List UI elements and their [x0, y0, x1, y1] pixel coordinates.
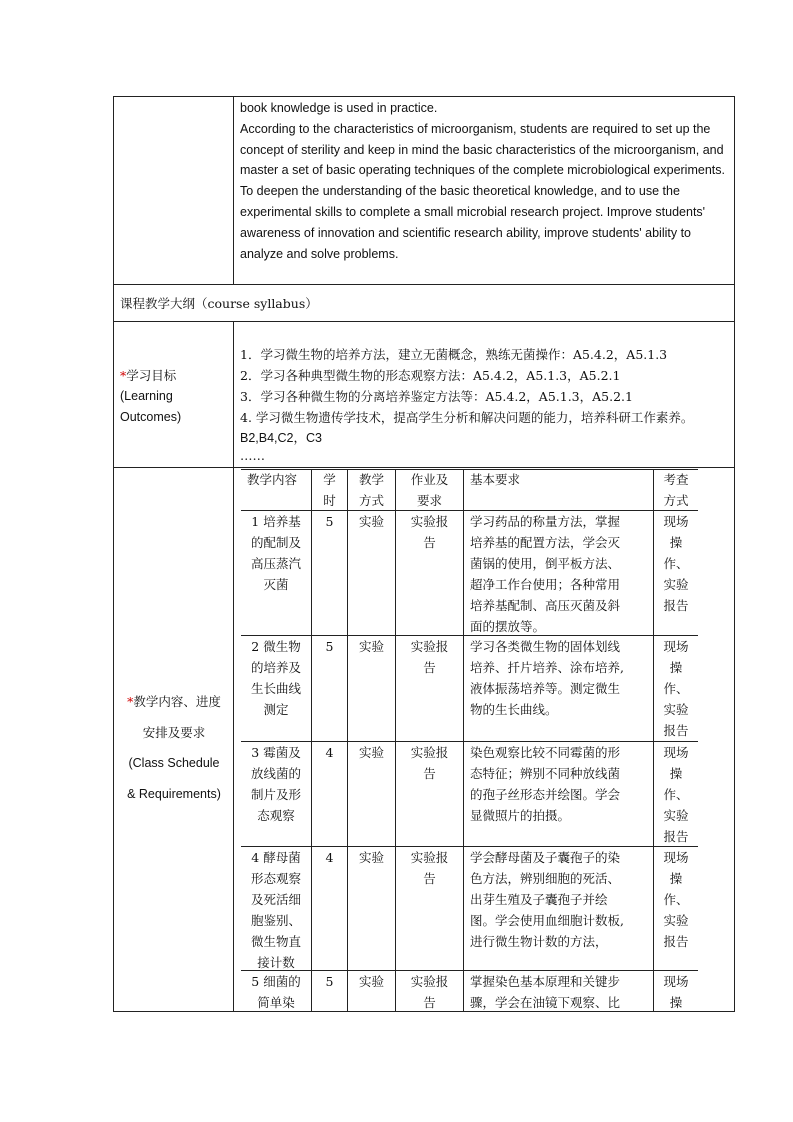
row-1-hours: 5 [325, 514, 334, 529]
outer-divider [233, 96, 234, 1012]
req-line: 培养、扦片培养、涂布培养, [470, 660, 624, 675]
content-line: 4 酵母菌 [251, 850, 301, 865]
intro-paragraph-3: To deepen the understanding of the basic theoretical knowledge, and to use the experimental skills to complete a small microbial research project. Improve students' awareness of innovation and scientific research ability, improve students' ability to analyze and solve problems. [240, 184, 706, 261]
row-3-requirements [470, 742, 652, 826]
exam-line: 操 [669, 871, 683, 886]
header-requirements: 基本要求 [470, 472, 521, 487]
exam-line: 作、 [663, 892, 689, 907]
schedule-label-en-2: & Requirements) [127, 787, 221, 801]
header-method-1: 教学 [358, 472, 384, 487]
row-3-content [241, 742, 311, 826]
row-4-exam [654, 847, 698, 952]
header-hours [312, 469, 347, 511]
content-line: 简单染 [257, 995, 295, 1010]
row-1-requirements [470, 511, 652, 637]
homework-line: 告 [423, 535, 436, 550]
header-exam-2: 方式 [663, 493, 689, 508]
row-2-requirements [470, 636, 652, 720]
row-divider [113, 321, 735, 322]
lo-item: 1．学习微生物的培养方法，建立无菌概念，熟练无菌操作：A5.4.2，A5.1.3 [240, 347, 668, 362]
row-5-requirements [470, 971, 652, 1013]
exam-line: 现场 [663, 974, 689, 989]
lo-item: 3．学习各种微生物的分离培养鉴定方法等：A5.4.2，A5.1.3，A5.2.1 [240, 389, 633, 404]
row-4-method: 实验 [358, 850, 384, 865]
lo-item: 4. 学习微生物遗传学技术，提高学生分析和解决问题的能力，培养科研工作素养。 [240, 410, 694, 425]
row-1-exam [654, 511, 698, 616]
content-line: 制片及形 [250, 787, 301, 802]
row-3-hours: 4 [325, 745, 334, 760]
row-2-homework [396, 636, 463, 678]
header-method [348, 469, 395, 511]
content-line: 测定 [263, 702, 289, 717]
homework-line: 告 [423, 871, 436, 886]
req-line: 学习药品的称量方法，掌握 [470, 514, 621, 529]
content-line: 灭菌 [263, 577, 289, 592]
header-content: 教学内容 [247, 472, 298, 487]
req-line: 出芽生殖及子囊孢子并绘 [470, 892, 608, 907]
lo-item: …… [240, 448, 265, 463]
req-line: 培养基配制、高压灭菌及斜 [470, 598, 621, 613]
header-homework-2: 要求 [416, 493, 442, 508]
lo-label-en-1: (Learning [120, 389, 173, 403]
row-2-exam [654, 636, 698, 741]
row-divider [113, 467, 735, 468]
content-line: 形态观察 [250, 871, 301, 886]
row-4-content [241, 847, 311, 973]
req-line: 态特征；辨别不同种放线菌 [470, 766, 621, 781]
req-line: 面的摆放等。 [470, 619, 546, 634]
exam-line: 作、 [663, 556, 689, 571]
content-line: 1 培养基 [251, 514, 301, 529]
intro-text [240, 98, 732, 264]
row-1-homework [396, 511, 463, 553]
req-line: 菌锅的使用，倒平板方法、 [470, 556, 621, 571]
row-5-hours: 5 [325, 974, 334, 989]
exam-line: 操 [669, 660, 683, 675]
homework-line: 实验报 [410, 974, 449, 989]
content-line: 3 霉菌及 [251, 745, 301, 760]
homework-line: 实验报 [410, 514, 449, 529]
row-4-requirements [470, 847, 652, 952]
content-line: 微生物直 [250, 934, 301, 949]
schedule-label-en-1: (Class Schedule [128, 756, 220, 770]
schedule-label-cn-1: 教学内容、进度 [133, 694, 221, 709]
content-line: 5 细菌的 [251, 974, 301, 989]
req-line: 掌握染色基本原理和关键步 [470, 974, 621, 989]
row-4-hours: 4 [325, 850, 334, 865]
exam-line: 实验 [663, 808, 689, 823]
req-line: 液体振荡培养等。测定微生 [470, 681, 621, 696]
req-line: 进行微生物计数的方法， [470, 934, 608, 949]
content-line: 态观察 [257, 808, 295, 823]
lo-label-en-2: Outcomes) [120, 410, 182, 424]
row-4-homework [396, 847, 463, 889]
intro-line-1: book knowledge is used in practice. [240, 101, 438, 115]
content-line: 胞鉴别、 [250, 913, 301, 928]
row-5-homework [396, 971, 463, 1013]
header-hours-2: 时 [323, 493, 336, 508]
homework-line: 实验报 [410, 639, 449, 654]
content-line: 接计数 [257, 955, 295, 970]
exam-line: 现场 [663, 514, 689, 529]
exam-line: 报告 [663, 829, 689, 844]
homework-line: 告 [423, 995, 436, 1010]
row-5-content [241, 971, 311, 1013]
row-2-hours: 5 [325, 639, 334, 654]
req-line: 学习各类微生物的固体划线 [470, 639, 621, 654]
row-3-homework [396, 742, 463, 784]
exam-line: 报告 [663, 934, 689, 949]
content-line: 及死活细 [250, 892, 301, 907]
req-line: 学会酵母菌及子囊孢子的染 [470, 850, 621, 865]
homework-line: 告 [423, 660, 436, 675]
exam-line: 实验 [663, 702, 689, 717]
content-line: 的配制及 [250, 535, 301, 550]
lo-label-cn: 学习目标 [126, 368, 177, 383]
content-line: 的培养及 [250, 660, 301, 675]
exam-line: 操 [669, 535, 683, 550]
header-hours-1: 学 [323, 472, 336, 487]
schedule-label [115, 686, 233, 810]
req-line: 物的生长曲线。 [470, 702, 558, 717]
required-star: * [127, 694, 134, 709]
content-line: 高压蒸汽 [250, 556, 301, 571]
row-3-exam [654, 742, 698, 847]
schedule-label-cn-2: 安排及要求 [142, 725, 206, 740]
content-line: 2 微生物 [251, 639, 301, 654]
req-line: 色方法，辨别细胞的死活、 [470, 871, 621, 886]
lo-item: B2,B4,C2，C3 [240, 431, 322, 445]
req-line: 的孢子丝形态并绘图。学会 [470, 787, 621, 802]
exam-line: 报告 [663, 723, 689, 738]
homework-line: 实验报 [410, 850, 449, 865]
req-line: 超净工作台使用；各种常用 [470, 577, 621, 592]
intro-paragraph-2: According to the characteristics of microorganism, students are required to set up the concept of sterility and keep in mind the basic characteristics of the microorganism, and master a set of basic operating techniques of the complete microbiological experiments. [240, 121, 725, 178]
learning-outcomes-list [240, 344, 734, 463]
exam-line: 现场 [663, 850, 689, 865]
header-method-2: 方式 [358, 493, 384, 508]
req-line: 染色观察比较不同霉菌的形 [470, 745, 621, 760]
exam-line: 作、 [663, 681, 689, 696]
exam-line: 报告 [663, 598, 689, 613]
req-line: 培养基的配置方法，学会灭 [470, 535, 621, 550]
row-2-method: 实验 [358, 639, 384, 654]
row-5-exam [654, 971, 698, 1013]
content-line: 生长曲线 [250, 681, 301, 696]
header-exam-1: 考查 [663, 472, 689, 487]
row-divider [113, 284, 735, 285]
exam-line: 现场 [663, 639, 689, 654]
row-5-method: 实验 [358, 974, 384, 989]
exam-line: 操 [669, 766, 683, 781]
content-line: 放线菌的 [250, 766, 301, 781]
exam-line: 作、 [663, 787, 689, 802]
header-homework [396, 469, 463, 511]
homework-line: 实验报 [410, 745, 449, 760]
req-line: 骤，学会在油镜下观察、比 [470, 995, 621, 1010]
exam-line: 实验 [663, 577, 689, 592]
req-line: 显微照片的拍摄。 [470, 808, 571, 823]
exam-line: 操 [669, 995, 683, 1010]
exam-line: 实验 [663, 913, 689, 928]
header-homework-1: 作业及 [410, 472, 449, 487]
header-exam [654, 469, 698, 511]
lo-item: 2．学习各种典型微生物的形态观察方法：A5.4.2，A5.1.3，A5.2.1 [240, 368, 621, 383]
row-1-content [241, 511, 311, 595]
syllabus-header: 课程教学大纲（course syllabus） [120, 296, 318, 311]
exam-line: 现场 [663, 745, 689, 760]
homework-line: 告 [423, 766, 436, 781]
row-3-method: 实验 [358, 745, 384, 760]
learning-outcomes-label [120, 365, 230, 428]
row-1-method: 实验 [358, 514, 384, 529]
row-2-content [241, 636, 311, 720]
required-star: * [120, 368, 127, 383]
req-line: 图。学会使用血细胞计数板, [470, 913, 624, 928]
